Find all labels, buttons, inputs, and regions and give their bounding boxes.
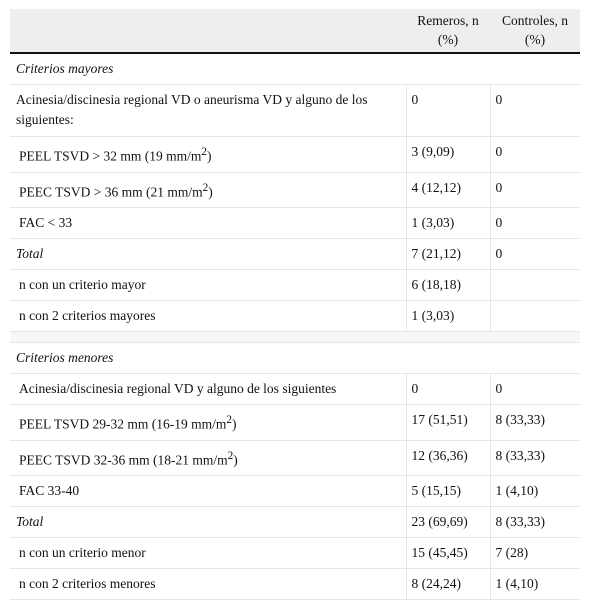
superscript: 2: [202, 181, 209, 194]
remeros-cell: 4 (12,12): [406, 172, 490, 208]
table-row: [10, 538, 580, 569]
row-label: [10, 172, 406, 208]
table-row: [10, 270, 580, 301]
controles-cell: 0: [490, 374, 580, 405]
table-row: [10, 405, 580, 441]
label-text: PEEC TSVD > 36 mm (21 mm/m: [19, 184, 203, 199]
row-label: Total: [10, 239, 406, 270]
row-label: FAC < 33: [10, 208, 406, 239]
table-row: [10, 374, 580, 405]
remeros-cell: 17 (51,51): [406, 405, 490, 441]
remeros-cell: 12 (36,36): [406, 440, 490, 476]
row-label: n con un criterio menor: [10, 538, 406, 569]
remeros-cell: 5 (15,15): [406, 476, 490, 507]
table-row: [10, 301, 580, 332]
row-label: FAC 33-40: [10, 476, 406, 507]
remeros-cell: 8 (24,24): [406, 569, 490, 600]
section-row-mayores: [10, 53, 580, 85]
controles-cell: 0: [490, 208, 580, 239]
total-row: [10, 507, 580, 538]
criteria-table: [10, 9, 580, 600]
label-text: PEEL TSVD > 32 mm (19 mm/m: [19, 148, 202, 164]
row-label: n con un criterio mayor: [10, 270, 406, 301]
superscript: 2: [226, 414, 232, 426]
remeros-cell: 0: [406, 374, 490, 405]
controles-cell: 8 (33,33): [490, 440, 580, 476]
remeros-cell: 1 (3,03): [406, 208, 490, 239]
label-close: ): [233, 452, 238, 467]
label-close: ): [208, 184, 213, 199]
remeros-cell: 3 (9,09): [406, 137, 490, 173]
row-label: n con 2 criterios menores: [10, 569, 406, 600]
table-row: [10, 137, 580, 173]
header-blank: [10, 9, 406, 53]
superscript: 2: [227, 449, 234, 462]
table-row: [10, 440, 580, 476]
label-text: PEEL TSVD 29-32 mm (16-19 mm/m: [19, 416, 227, 432]
table-row: [10, 569, 580, 600]
controles-cell: 0: [490, 239, 580, 270]
remeros-cell: 0: [406, 85, 490, 137]
row-label: [10, 440, 406, 476]
section-title: Criterios menores: [10, 343, 580, 374]
superscript: 2: [201, 146, 207, 158]
section-row-menores: [10, 343, 580, 374]
controles-cell: 0: [490, 172, 580, 208]
label-text: PEEC TSVD 32-36 mm (18-21 mm/m: [19, 452, 228, 467]
section-title: Criterios mayores: [10, 53, 580, 85]
section-spacer: [10, 332, 580, 343]
controles-cell: 1 (4,10): [490, 476, 580, 507]
table-row: [10, 172, 580, 208]
remeros-cell: 6 (18,18): [406, 270, 490, 301]
remeros-cell: 7 (21,12): [406, 239, 490, 270]
row-label: Total: [10, 507, 406, 538]
header-row: [10, 9, 580, 53]
row-label: n con 2 criterios mayores: [10, 301, 406, 332]
table-row: [10, 85, 580, 137]
table-row: [10, 476, 580, 507]
remeros-cell: 23 (69,69): [406, 507, 490, 538]
controles-cell: 0: [490, 85, 580, 137]
spacer-cell: [10, 332, 580, 343]
label-close: ): [207, 148, 212, 164]
remeros-cell: 15 (45,45): [406, 538, 490, 569]
controles-cell: 8 (33,33): [490, 507, 580, 538]
row-label: [10, 405, 406, 441]
table-row: [10, 208, 580, 239]
controles-cell: 0: [490, 137, 580, 173]
total-row: [10, 239, 580, 270]
row-label: Acinesia/discinesia regional VD o aneurisma VD y alguno de los siguientes:: [10, 85, 406, 137]
controles-cell: 8 (33,33): [490, 405, 580, 441]
controles-cell: 7 (28): [490, 538, 580, 569]
row-label: Acinesia/discinesia regional VD y alguno de los siguientes: [10, 374, 406, 405]
remeros-cell: 1 (3,03): [406, 301, 490, 332]
row-label: [10, 137, 406, 173]
controles-cell: 1 (4,10): [490, 569, 580, 600]
label-close: ): [232, 416, 237, 432]
controles-cell: [490, 270, 580, 301]
header-remeros: Remeros, n (%): [406, 9, 490, 53]
header-controles: Controles, n (%): [490, 9, 580, 53]
controles-cell: [490, 301, 580, 332]
